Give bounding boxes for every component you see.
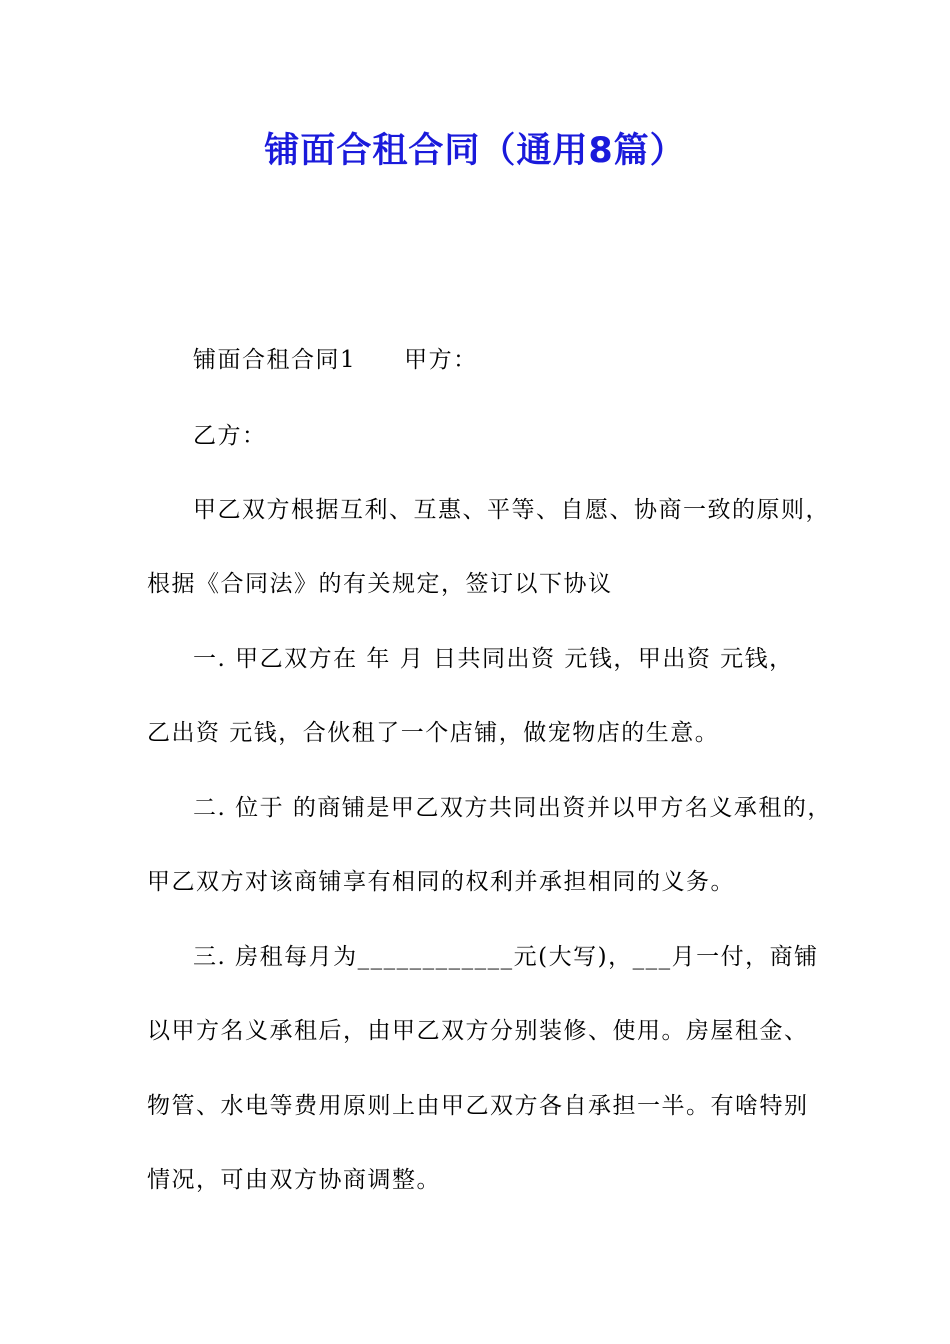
paragraph-line: 以甲方名义承租后，由甲乙双方分别装修、使用。房屋租金、 <box>147 1018 809 1044</box>
paragraph-line: 乙出资 元钱，合伙租了一个店铺，做宠物店的生意。 <box>147 720 720 746</box>
paragraph-line: 物管、水电等费用原则上由甲乙双方各自承担一半。有啥特别 <box>147 1093 809 1119</box>
section-heading: 铺面合租合同1 <box>193 347 357 373</box>
paragraph-line: 根据《合同法》的有关规定，签订以下协议 <box>147 571 613 597</box>
party-a-label: 甲方： <box>404 347 478 373</box>
paragraph-line: 三. 房租每月为____________元(大写)，___月一付，商铺 <box>193 944 819 970</box>
paragraph-line: 一. 甲乙双方在 年 月 日共同出资 元钱，甲出资 元钱， <box>193 646 794 672</box>
party-b-label: 乙方： <box>193 423 267 449</box>
section-heading-line <box>193 344 478 376</box>
document-title: 铺面合租合同（通用8篇） <box>264 131 686 171</box>
paragraph-line: 甲乙双方对该商铺享有相同的权利并承担相同的义务。 <box>147 869 735 895</box>
paragraph-line: 甲乙双方根据互利、互惠、平等、自愿、协商一致的原则， <box>193 497 830 523</box>
paragraph-line: 二. 位于 的商铺是甲乙双方共同出资并以甲方名义承租的， <box>193 795 832 821</box>
paragraph-line: 情况，可由双方协商调整。 <box>147 1167 441 1193</box>
